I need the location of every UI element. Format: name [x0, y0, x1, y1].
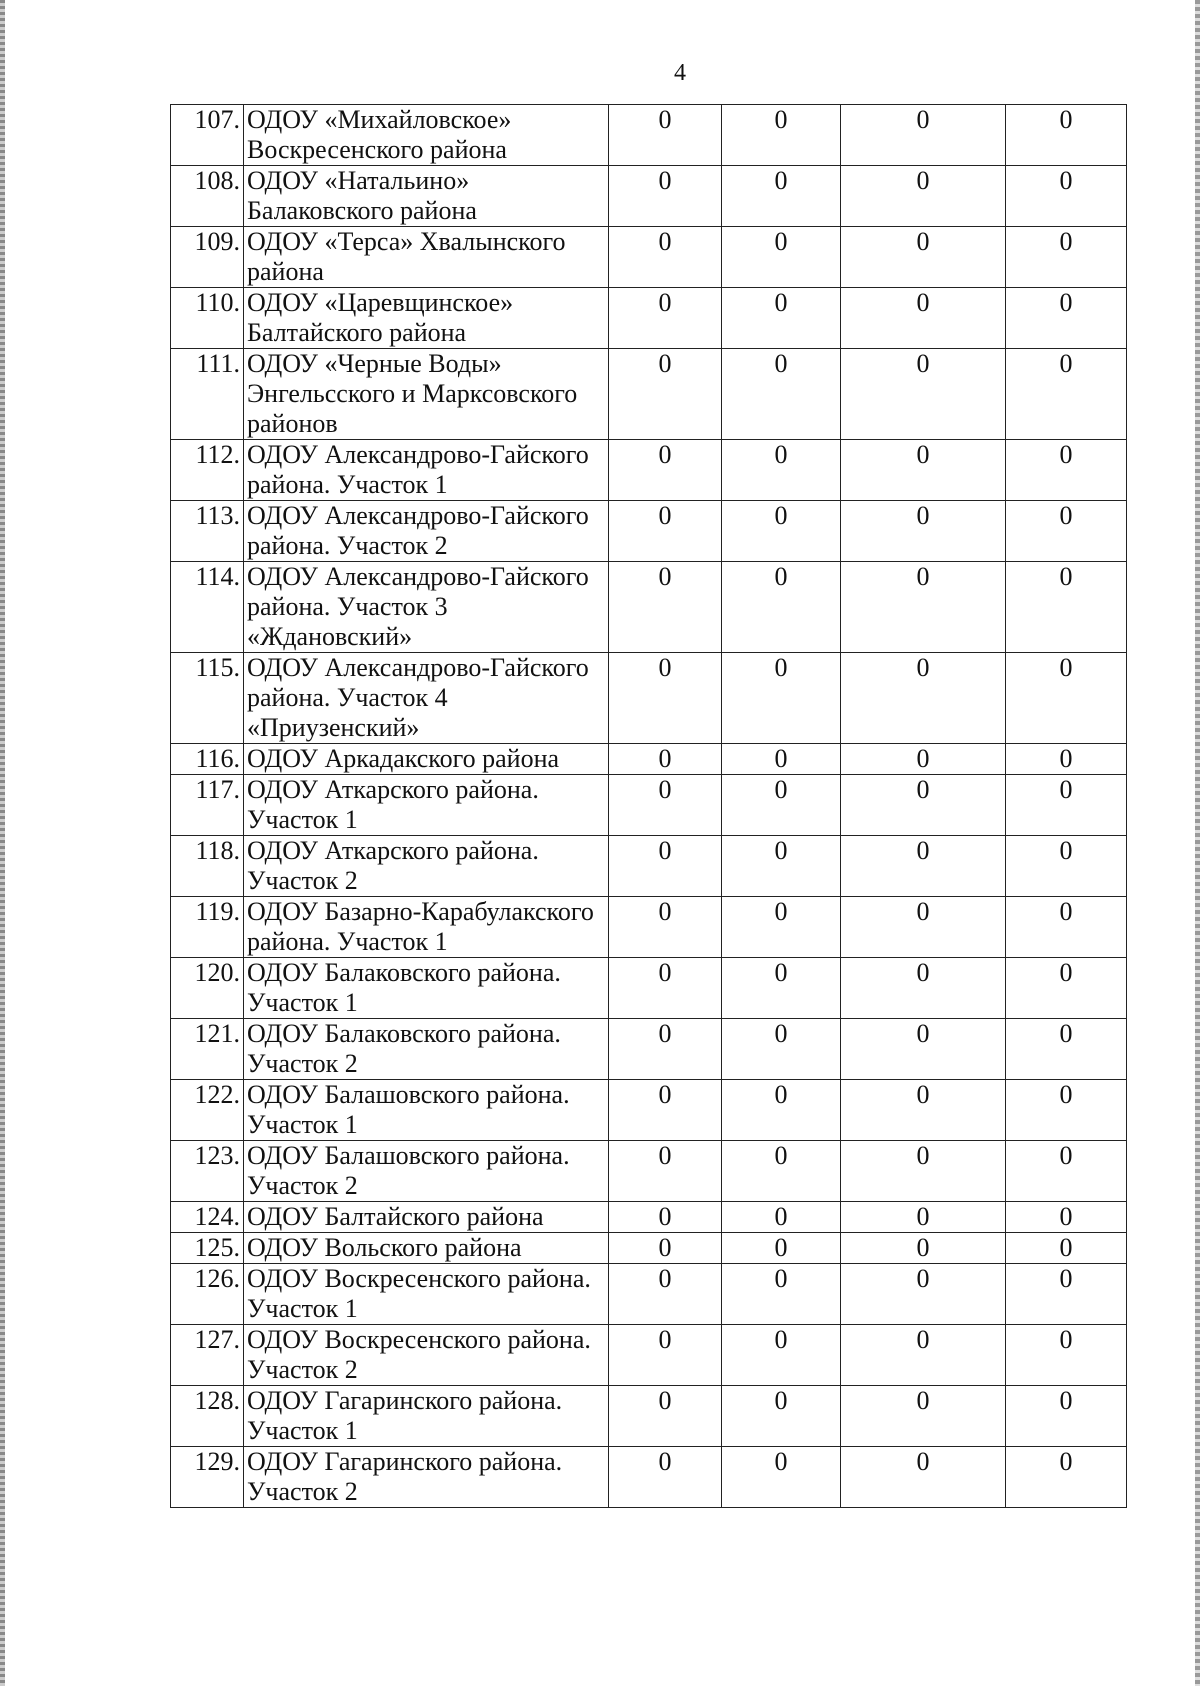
value-col-3: 0: [841, 166, 1006, 227]
value-col-1: 0: [609, 1447, 722, 1508]
value-col-4: 0: [1006, 1080, 1127, 1141]
table-row: [171, 1233, 1127, 1264]
organization-name: ОДОУ Балаковского района. Участок 1: [244, 958, 609, 1019]
value-col-3: 0: [841, 836, 1006, 897]
value-col-3: 0: [841, 1264, 1006, 1325]
table-row: [171, 166, 1127, 227]
table-row: [171, 349, 1127, 440]
row-number: 109.: [171, 227, 244, 288]
value-col-3: 0: [841, 1386, 1006, 1447]
value-col-1: 0: [609, 1264, 722, 1325]
value-col-4: 0: [1006, 227, 1127, 288]
table-row: [171, 958, 1127, 1019]
value-col-1: 0: [609, 1233, 722, 1264]
value-col-3: 0: [841, 897, 1006, 958]
row-number: 111.: [171, 349, 244, 440]
organization-name: ОДОУ Аткарского района. Участок 2: [244, 836, 609, 897]
value-col-4: 0: [1006, 1019, 1127, 1080]
value-col-1: 0: [609, 744, 722, 775]
value-col-4: 0: [1006, 562, 1127, 653]
scan-edge-right: [1195, 0, 1200, 1686]
value-col-4: 0: [1006, 440, 1127, 501]
value-col-1: 0: [609, 1019, 722, 1080]
value-col-4: 0: [1006, 1202, 1127, 1233]
value-col-1: 0: [609, 653, 722, 744]
organization-name: ОДОУ Балаковского района. Участок 2: [244, 1019, 609, 1080]
row-number: 122.: [171, 1080, 244, 1141]
table-row: [171, 1386, 1127, 1447]
table-row: [171, 501, 1127, 562]
value-col-3: 0: [841, 775, 1006, 836]
value-col-2: 0: [722, 775, 841, 836]
value-col-2: 0: [722, 1233, 841, 1264]
table-row: [171, 1325, 1127, 1386]
value-col-3: 0: [841, 288, 1006, 349]
value-col-4: 0: [1006, 775, 1127, 836]
row-number: 113.: [171, 501, 244, 562]
table-row: [171, 105, 1127, 166]
table-row: [171, 836, 1127, 897]
table-row: [171, 1447, 1127, 1508]
row-number: 126.: [171, 1264, 244, 1325]
row-number: 120.: [171, 958, 244, 1019]
row-number: 127.: [171, 1325, 244, 1386]
value-col-3: 0: [841, 1325, 1006, 1386]
value-col-1: 0: [609, 166, 722, 227]
value-col-3: 0: [841, 1141, 1006, 1202]
value-col-1: 0: [609, 1325, 722, 1386]
row-number: 108.: [171, 166, 244, 227]
row-number: 107.: [171, 105, 244, 166]
table-row: [171, 1019, 1127, 1080]
value-col-3: 0: [841, 1202, 1006, 1233]
table-row: [171, 562, 1127, 653]
value-col-1: 0: [609, 105, 722, 166]
value-col-4: 0: [1006, 836, 1127, 897]
row-number: 123.: [171, 1141, 244, 1202]
value-col-2: 0: [722, 836, 841, 897]
organization-name: ОДОУ Александрово-Гайского района. Участок 3 «Ждановский»: [244, 562, 609, 653]
row-number: 121.: [171, 1019, 244, 1080]
table-row: [171, 1264, 1127, 1325]
value-col-2: 0: [722, 105, 841, 166]
row-number: 128.: [171, 1386, 244, 1447]
table-row: [171, 1080, 1127, 1141]
table-row: [171, 1141, 1127, 1202]
table-row: [171, 227, 1127, 288]
value-col-2: 0: [722, 1264, 841, 1325]
value-col-4: 0: [1006, 105, 1127, 166]
value-col-4: 0: [1006, 349, 1127, 440]
value-col-3: 0: [841, 227, 1006, 288]
table-row: [171, 744, 1127, 775]
page-number: 4: [674, 60, 686, 86]
row-number: 115.: [171, 653, 244, 744]
organization-name: ОДОУ Воскресенского района. Участок 2: [244, 1325, 609, 1386]
value-col-2: 0: [722, 653, 841, 744]
organization-name: ОДОУ Балтайского района: [244, 1202, 609, 1233]
row-number: 129.: [171, 1447, 244, 1508]
value-col-2: 0: [722, 958, 841, 1019]
value-col-3: 0: [841, 501, 1006, 562]
value-col-1: 0: [609, 288, 722, 349]
value-col-1: 0: [609, 958, 722, 1019]
value-col-2: 0: [722, 1202, 841, 1233]
value-col-1: 0: [609, 501, 722, 562]
organization-name: ОДОУ Александрово-Гайского района. Участок 1: [244, 440, 609, 501]
organization-name: ОДОУ Воскресенского района. Участок 1: [244, 1264, 609, 1325]
value-col-4: 0: [1006, 1264, 1127, 1325]
value-col-4: 0: [1006, 1447, 1127, 1508]
row-number: 116.: [171, 744, 244, 775]
value-col-2: 0: [722, 1447, 841, 1508]
value-col-4: 0: [1006, 897, 1127, 958]
value-col-4: 0: [1006, 653, 1127, 744]
value-col-4: 0: [1006, 1325, 1127, 1386]
organization-name: ОДОУ «Царевщинское» Балтайского района: [244, 288, 609, 349]
row-number: 110.: [171, 288, 244, 349]
value-col-2: 0: [722, 166, 841, 227]
value-col-4: 0: [1006, 958, 1127, 1019]
table-row: [171, 653, 1127, 744]
value-col-2: 0: [722, 562, 841, 653]
row-number: 119.: [171, 897, 244, 958]
table-row: [171, 440, 1127, 501]
value-col-1: 0: [609, 836, 722, 897]
value-col-3: 0: [841, 1447, 1006, 1508]
value-col-4: 0: [1006, 1386, 1127, 1447]
data-table: [170, 104, 1127, 1508]
row-number: 125.: [171, 1233, 244, 1264]
value-col-3: 0: [841, 958, 1006, 1019]
value-col-3: 0: [841, 349, 1006, 440]
value-col-3: 0: [841, 562, 1006, 653]
value-col-1: 0: [609, 227, 722, 288]
value-col-1: 0: [609, 1080, 722, 1141]
value-col-3: 0: [841, 1080, 1006, 1141]
value-col-4: 0: [1006, 166, 1127, 227]
organization-name: ОДОУ Балашовского района. Участок 2: [244, 1141, 609, 1202]
table-row: [171, 1202, 1127, 1233]
organization-name: ОДОУ «Терса» Хвалынского района: [244, 227, 609, 288]
organization-name: ОДОУ «Натальино» Балаковского района: [244, 166, 609, 227]
value-col-1: 0: [609, 440, 722, 501]
scan-edge-left: [0, 0, 5, 1686]
organization-name: ОДОУ «Черные Воды» Энгельсского и Марксовского районов: [244, 349, 609, 440]
organization-name: ОДОУ Гагаринского района. Участок 2: [244, 1447, 609, 1508]
value-col-2: 0: [722, 440, 841, 501]
organization-name: ОДОУ Гагаринского района. Участок 1: [244, 1386, 609, 1447]
value-col-2: 0: [722, 1080, 841, 1141]
value-col-1: 0: [609, 1202, 722, 1233]
organization-name: ОДОУ Аркадакского района: [244, 744, 609, 775]
table-row: [171, 775, 1127, 836]
table-row: [171, 897, 1127, 958]
value-col-2: 0: [722, 897, 841, 958]
value-col-3: 0: [841, 1233, 1006, 1264]
row-number: 124.: [171, 1202, 244, 1233]
value-col-3: 0: [841, 440, 1006, 501]
value-col-3: 0: [841, 744, 1006, 775]
organization-name: ОДОУ Базарно-Карабулакского района. Участок 1: [244, 897, 609, 958]
value-col-2: 0: [722, 1325, 841, 1386]
organization-name: ОДОУ Александрово-Гайского района. Участок 4 «Приузенский»: [244, 653, 609, 744]
value-col-2: 0: [722, 744, 841, 775]
value-col-1: 0: [609, 775, 722, 836]
row-number: 117.: [171, 775, 244, 836]
row-number: 112.: [171, 440, 244, 501]
value-col-2: 0: [722, 1386, 841, 1447]
value-col-4: 0: [1006, 501, 1127, 562]
value-col-4: 0: [1006, 1233, 1127, 1264]
value-col-2: 0: [722, 501, 841, 562]
value-col-1: 0: [609, 1141, 722, 1202]
value-col-4: 0: [1006, 288, 1127, 349]
value-col-4: 0: [1006, 744, 1127, 775]
organization-name: ОДОУ Балашовского района. Участок 1: [244, 1080, 609, 1141]
row-number: 114.: [171, 562, 244, 653]
value-col-1: 0: [609, 349, 722, 440]
value-col-1: 0: [609, 897, 722, 958]
value-col-2: 0: [722, 1019, 841, 1080]
table-body: [171, 105, 1127, 1508]
value-col-3: 0: [841, 105, 1006, 166]
value-col-4: 0: [1006, 1141, 1127, 1202]
value-col-3: 0: [841, 653, 1006, 744]
organization-name: ОДОУ «Михайловское» Воскресенского района: [244, 105, 609, 166]
value-col-3: 0: [841, 1019, 1006, 1080]
value-col-2: 0: [722, 349, 841, 440]
value-col-2: 0: [722, 227, 841, 288]
organization-name: ОДОУ Александрово-Гайского района. Участок 2: [244, 501, 609, 562]
value-col-1: 0: [609, 562, 722, 653]
row-number: 118.: [171, 836, 244, 897]
organization-name: ОДОУ Вольского района: [244, 1233, 609, 1264]
value-col-2: 0: [722, 288, 841, 349]
table-row: [171, 288, 1127, 349]
organization-name: ОДОУ Аткарского района. Участок 1: [244, 775, 609, 836]
value-col-1: 0: [609, 1386, 722, 1447]
value-col-2: 0: [722, 1141, 841, 1202]
